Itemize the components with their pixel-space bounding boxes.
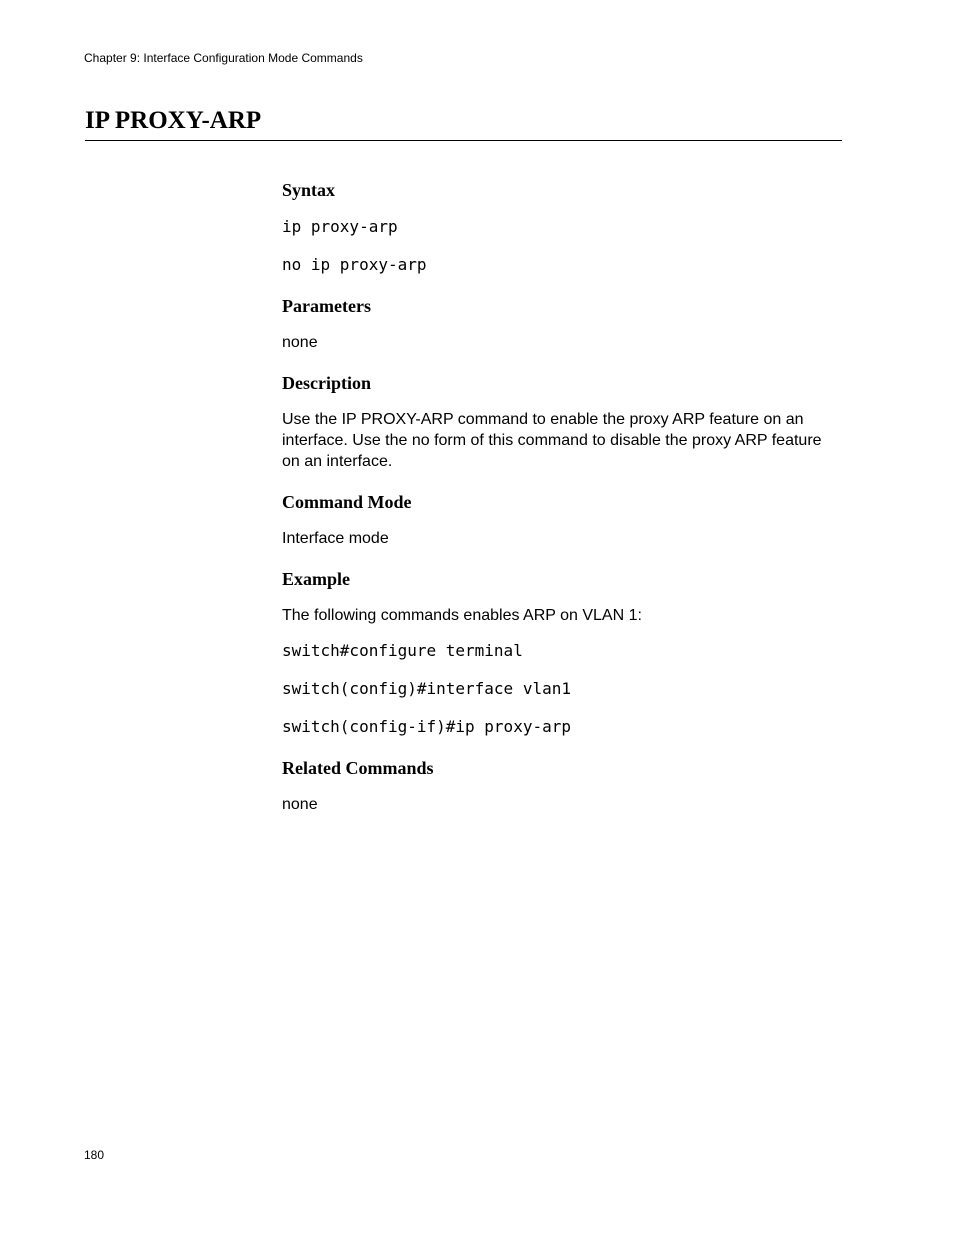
- related-commands-heading: Related Commands: [282, 758, 434, 778]
- syntax-line: no ip proxy-arp: [282, 255, 427, 274]
- related-commands-text: none: [282, 796, 318, 813]
- syntax-heading: Syntax: [282, 180, 336, 200]
- syntax-section: [282, 178, 842, 276]
- page-number: 180: [84, 1148, 105, 1162]
- description-text: Use the IP PROXY-ARP command to enable the proxy ARP feature on an interface. Use the no form of this command to disable the proxy ARP feature on an interface.: [282, 411, 822, 470]
- command-mode-text: Interface mode: [282, 530, 389, 547]
- command-content: [282, 178, 842, 815]
- parameters-heading: Parameters: [282, 296, 371, 316]
- parameters-section: [282, 294, 842, 353]
- example-heading: Example: [282, 569, 351, 589]
- description-heading: Description: [282, 373, 371, 393]
- command-mode-section: [282, 490, 842, 549]
- description-section: [282, 371, 842, 472]
- example-code-line: switch(config-if)#ip proxy-arp: [282, 717, 571, 736]
- title-rule: [85, 140, 842, 141]
- related-commands-section: [282, 756, 842, 815]
- example-code-line: switch(config)#interface vlan1: [282, 679, 571, 698]
- example-intro: The following commands enables ARP on VLAN 1:: [282, 607, 642, 624]
- command-mode-heading: Command Mode: [282, 492, 412, 512]
- syntax-line: ip proxy-arp: [282, 217, 398, 236]
- example-section: [282, 567, 842, 738]
- running-header: Chapter 9: Interface Configuration Mode Commands: [84, 51, 363, 65]
- page-title: IP PROXY-ARP: [85, 107, 262, 134]
- example-code-line: switch#configure terminal: [282, 641, 523, 660]
- parameters-text: none: [282, 334, 318, 351]
